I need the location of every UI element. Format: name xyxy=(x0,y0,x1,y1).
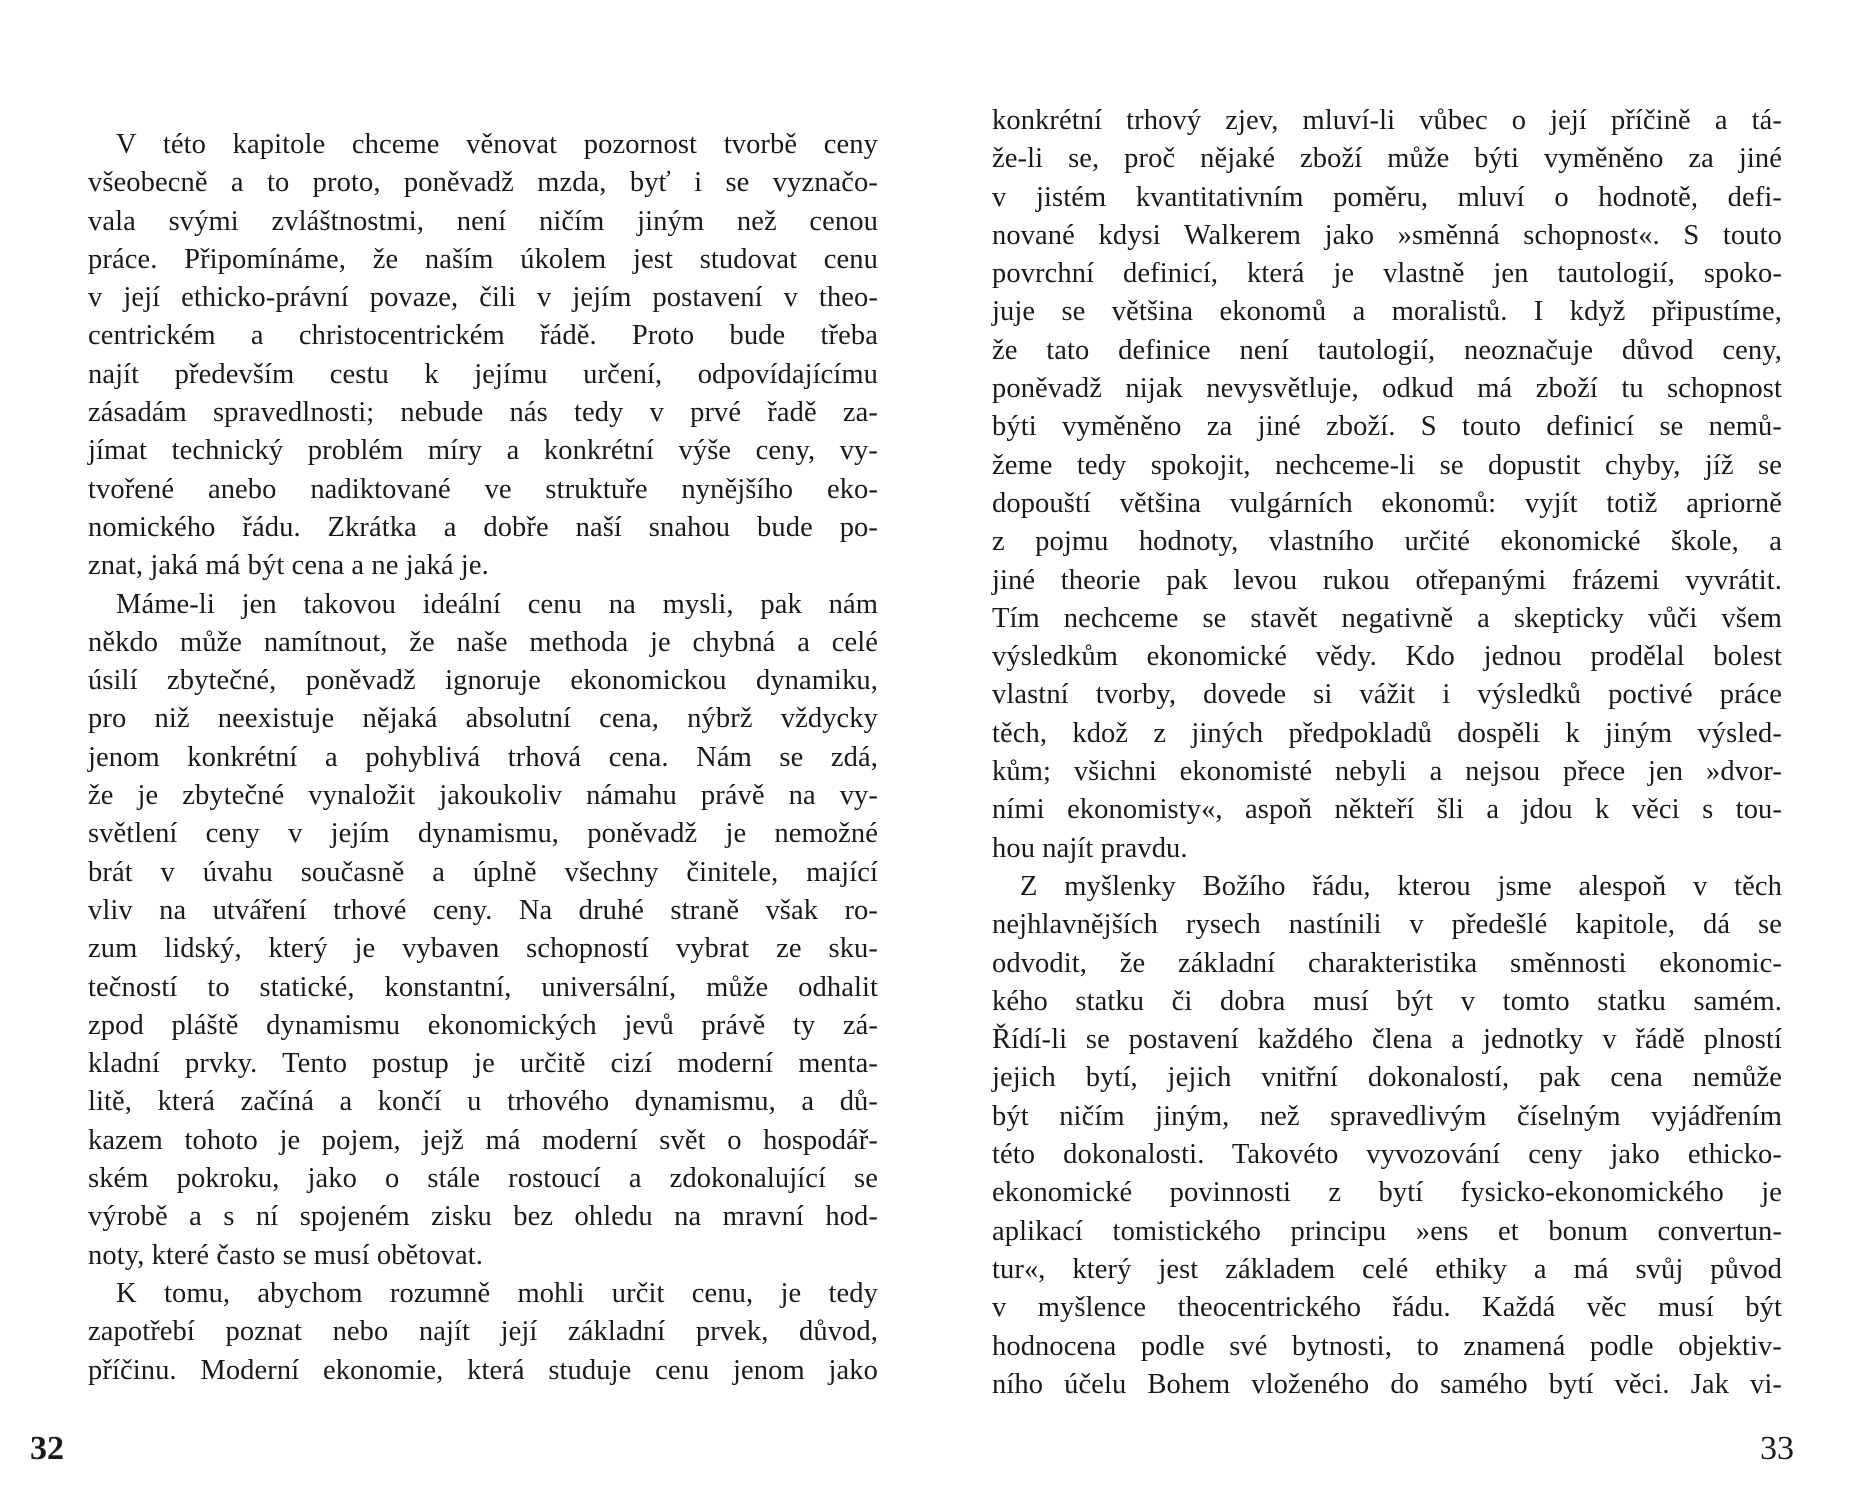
text-line: poněvadž nijak nevysvětluje, odkud má zboží tu schopnost xyxy=(992,373,1782,405)
text-line: že tato definice není tautologií, neoznačuje důvod ceny, xyxy=(992,334,1782,366)
text-line: Máme-li jen takovou ideální cenu na mysli, pak nám xyxy=(116,588,878,620)
text-line: juje se většina ekonomů a moralistů. I když připustíme, xyxy=(992,296,1782,328)
text-line: úsilí zbytečné, poněvadž ignoruje ekonomickou dynamiku, xyxy=(88,665,878,697)
text-line: světlení ceny v jejím dynamismu, poněvadž je nemožné xyxy=(88,818,878,850)
text-line: býti vyměněno za jiné zboží. S touto definicí se nemů- xyxy=(992,411,1782,443)
text-line: brát v úvahu současně a úplně všechny činitele, mající xyxy=(88,856,878,888)
text-line: někdo může namítnout, že naše methoda je chybná a celé xyxy=(88,626,878,658)
text-line: najít především cestu k jejímu určení, odpovídajícímu xyxy=(88,358,878,390)
text-line: být ničím jiným, než spravedlivým číselným vyjádřením xyxy=(992,1100,1782,1132)
text-line: těch, kdož z jiných předpokladů dospěli k jiným výsled- xyxy=(992,717,1782,749)
text-line: zum lidský, který je vybaven schopností vybrat ze sku- xyxy=(88,933,878,965)
text-line: ekonomické povinnosti z bytí fysicko-ekonomického je xyxy=(992,1177,1782,1209)
text-line: práce. Připomínáme, že naším úkolem jest studovat cenu xyxy=(88,243,878,275)
page-number-right: 33 xyxy=(1760,1430,1794,1467)
text-line: kům; všichni ekonomisté nebyli a nejsou přece jen »dvor- xyxy=(992,756,1782,788)
text-line: znat, jaká má být cena a ne jaká je. xyxy=(88,550,489,582)
text-line: vala svými zvláštnostmi, není ničím jiným než cenou xyxy=(88,205,878,237)
left-text-column xyxy=(88,126,878,1390)
text-line: že je zbytečné vynaložit jakoukoliv námahu právě na vy- xyxy=(88,780,878,812)
text-line: žeme tedy spokojit, nechceme-li se dopustit chyby, jíž se xyxy=(992,449,1782,481)
text-line: příčinu. Moderní ekonomie, která studuje cenu jenom jako xyxy=(88,1354,878,1386)
text-line: konkrétní trhový zjev, mluví-li vůbec o její příčině a tá- xyxy=(992,105,1782,136)
right-page xyxy=(930,0,1860,1500)
text-line: jejich bytí, jejich vnitřní dokonalostí, pak cena nemůže xyxy=(992,1062,1782,1094)
text-line: ního účelu Bohem vloženého do samého bytí věci. Jak vi- xyxy=(992,1368,1782,1400)
page-number-left: 32 xyxy=(30,1430,64,1467)
text-line: dopouští většina vulgárních ekonomů: vyjít totiž apriorně xyxy=(992,487,1782,519)
text-line: pro niž neexistuje nějaká absolutní cena, nýbrž vždycky xyxy=(88,703,878,735)
text-line: všeobecně a to proto, poněvadž mzda, byť i se vyznačo- xyxy=(88,167,878,199)
text-line: že-li se, proč nějaké zboží může býti vyměněno za jiné xyxy=(992,143,1782,175)
text-line: kazem tohoto je pojem, jejž má moderní svět o hospodář- xyxy=(88,1124,878,1156)
text-line: výrobě a s ní spojeném zisku bez ohledu na mravní hod- xyxy=(88,1201,878,1233)
text-line: odvodit, že základní charakteristika směnnosti ekonomic- xyxy=(992,947,1782,979)
text-line: V této kapitole chceme věnovat pozornost tvorbě ceny xyxy=(116,129,878,160)
text-line: Tím nechceme se stavět negativně a skepticky vůči všem xyxy=(992,602,1782,634)
right-text-column xyxy=(992,102,1782,1404)
text-line: v myšlence theocentrického řádu. Každá věc musí být xyxy=(992,1292,1782,1324)
text-line: hou najít pravdu. xyxy=(992,832,1188,864)
text-line: hodnocena podle své bytnosti, to znamená podle objektiv- xyxy=(992,1330,1782,1362)
text-line: zpod pláště dynamismu ekonomických jevů právě ty zá- xyxy=(88,1009,878,1041)
text-line: vlastní tvorby, dovede si vážit i výsledků poctivé práce xyxy=(992,679,1782,711)
text-line: K tomu, abychom rozumně mohli určit cenu, je tedy xyxy=(116,1277,878,1309)
text-line: zásadám spravedlnosti; nebude nás tedy v prvé řadě za- xyxy=(88,397,878,429)
text-line: jenom konkrétní a pohyblivá trhová cena. Nám se zdá, xyxy=(88,741,878,773)
text-line: jiné theorie pak levou rukou otřepanými frázemi vyvrátit. xyxy=(992,564,1782,596)
text-line: litě, která začíná a končí u trhového dynamismu, a dů- xyxy=(88,1086,878,1118)
text-line: aplikací tomistického principu »ens et bonum convertun- xyxy=(992,1215,1782,1247)
text-line: nované kdysi Walkerem jako »směnná schopnost«. S touto xyxy=(992,219,1782,251)
text-line: tvořené anebo nadiktované ve struktuře nynějšího eko- xyxy=(88,473,878,505)
text-line: noty, které často se musí obětovat. xyxy=(88,1239,484,1271)
text-line: kladní prvky. Tento postup je určitě cizí moderní menta- xyxy=(88,1048,878,1080)
text-line: tečností to statické, konstantní, universální, může odhalit xyxy=(88,971,878,1003)
text-line: povrchní definicí, která je vlastně jen tautologií, spoko- xyxy=(992,258,1782,290)
text-line: nomického řádu. Zkrátka a dobře naší snahou bude po- xyxy=(88,511,878,543)
text-line: Řídí-li se postavení každého člena a jednotky v řádě plností xyxy=(992,1024,1782,1056)
text-line: této dokonalosti. Takovéto vyvozování ceny jako ethicko- xyxy=(992,1139,1782,1171)
text-line: vliv na utváření trhové ceny. Na druhé straně však ro- xyxy=(88,894,878,926)
text-line: výsledkům ekonomické vědy. Kdo jednou prodělal bolest xyxy=(992,641,1782,673)
text-line: zapotřebí poznat nebo najít její základní prvek, důvod, xyxy=(88,1316,878,1348)
text-line: v jistém kvantitativním poměru, mluví o hodnotě, defi- xyxy=(992,181,1782,213)
text-line: centrickém a christocentrickém řádě. Proto bude třeba xyxy=(88,320,878,352)
text-line: tur«, který jest základem celé ethiky a má svůj původ xyxy=(992,1253,1782,1285)
text-line: nejhlavnějších rysech nastínili v předešlé kapitole, dá se xyxy=(992,909,1782,941)
text-line: kého statku či dobra musí být v tomto statku samém. xyxy=(992,985,1782,1017)
text-line: Z myšlenky Božího řádu, kterou jsme alespoň v těch xyxy=(1020,870,1782,902)
text-line: v její ethicko-právní povaze, čili v jejím postavení v theo- xyxy=(88,282,878,314)
text-line: ními ekonomisty«, aspoň někteří šli a jdou k věci s tou- xyxy=(992,794,1782,826)
text-line: jímat technický problém míry a konkrétní výše ceny, vy- xyxy=(88,435,878,467)
text-line: z pojmu hodnoty, vlastního určité ekonomické škole, a xyxy=(992,526,1782,558)
text-line: ském pokroku, jako o stále rostoucí a zdokonalující se xyxy=(88,1163,878,1195)
